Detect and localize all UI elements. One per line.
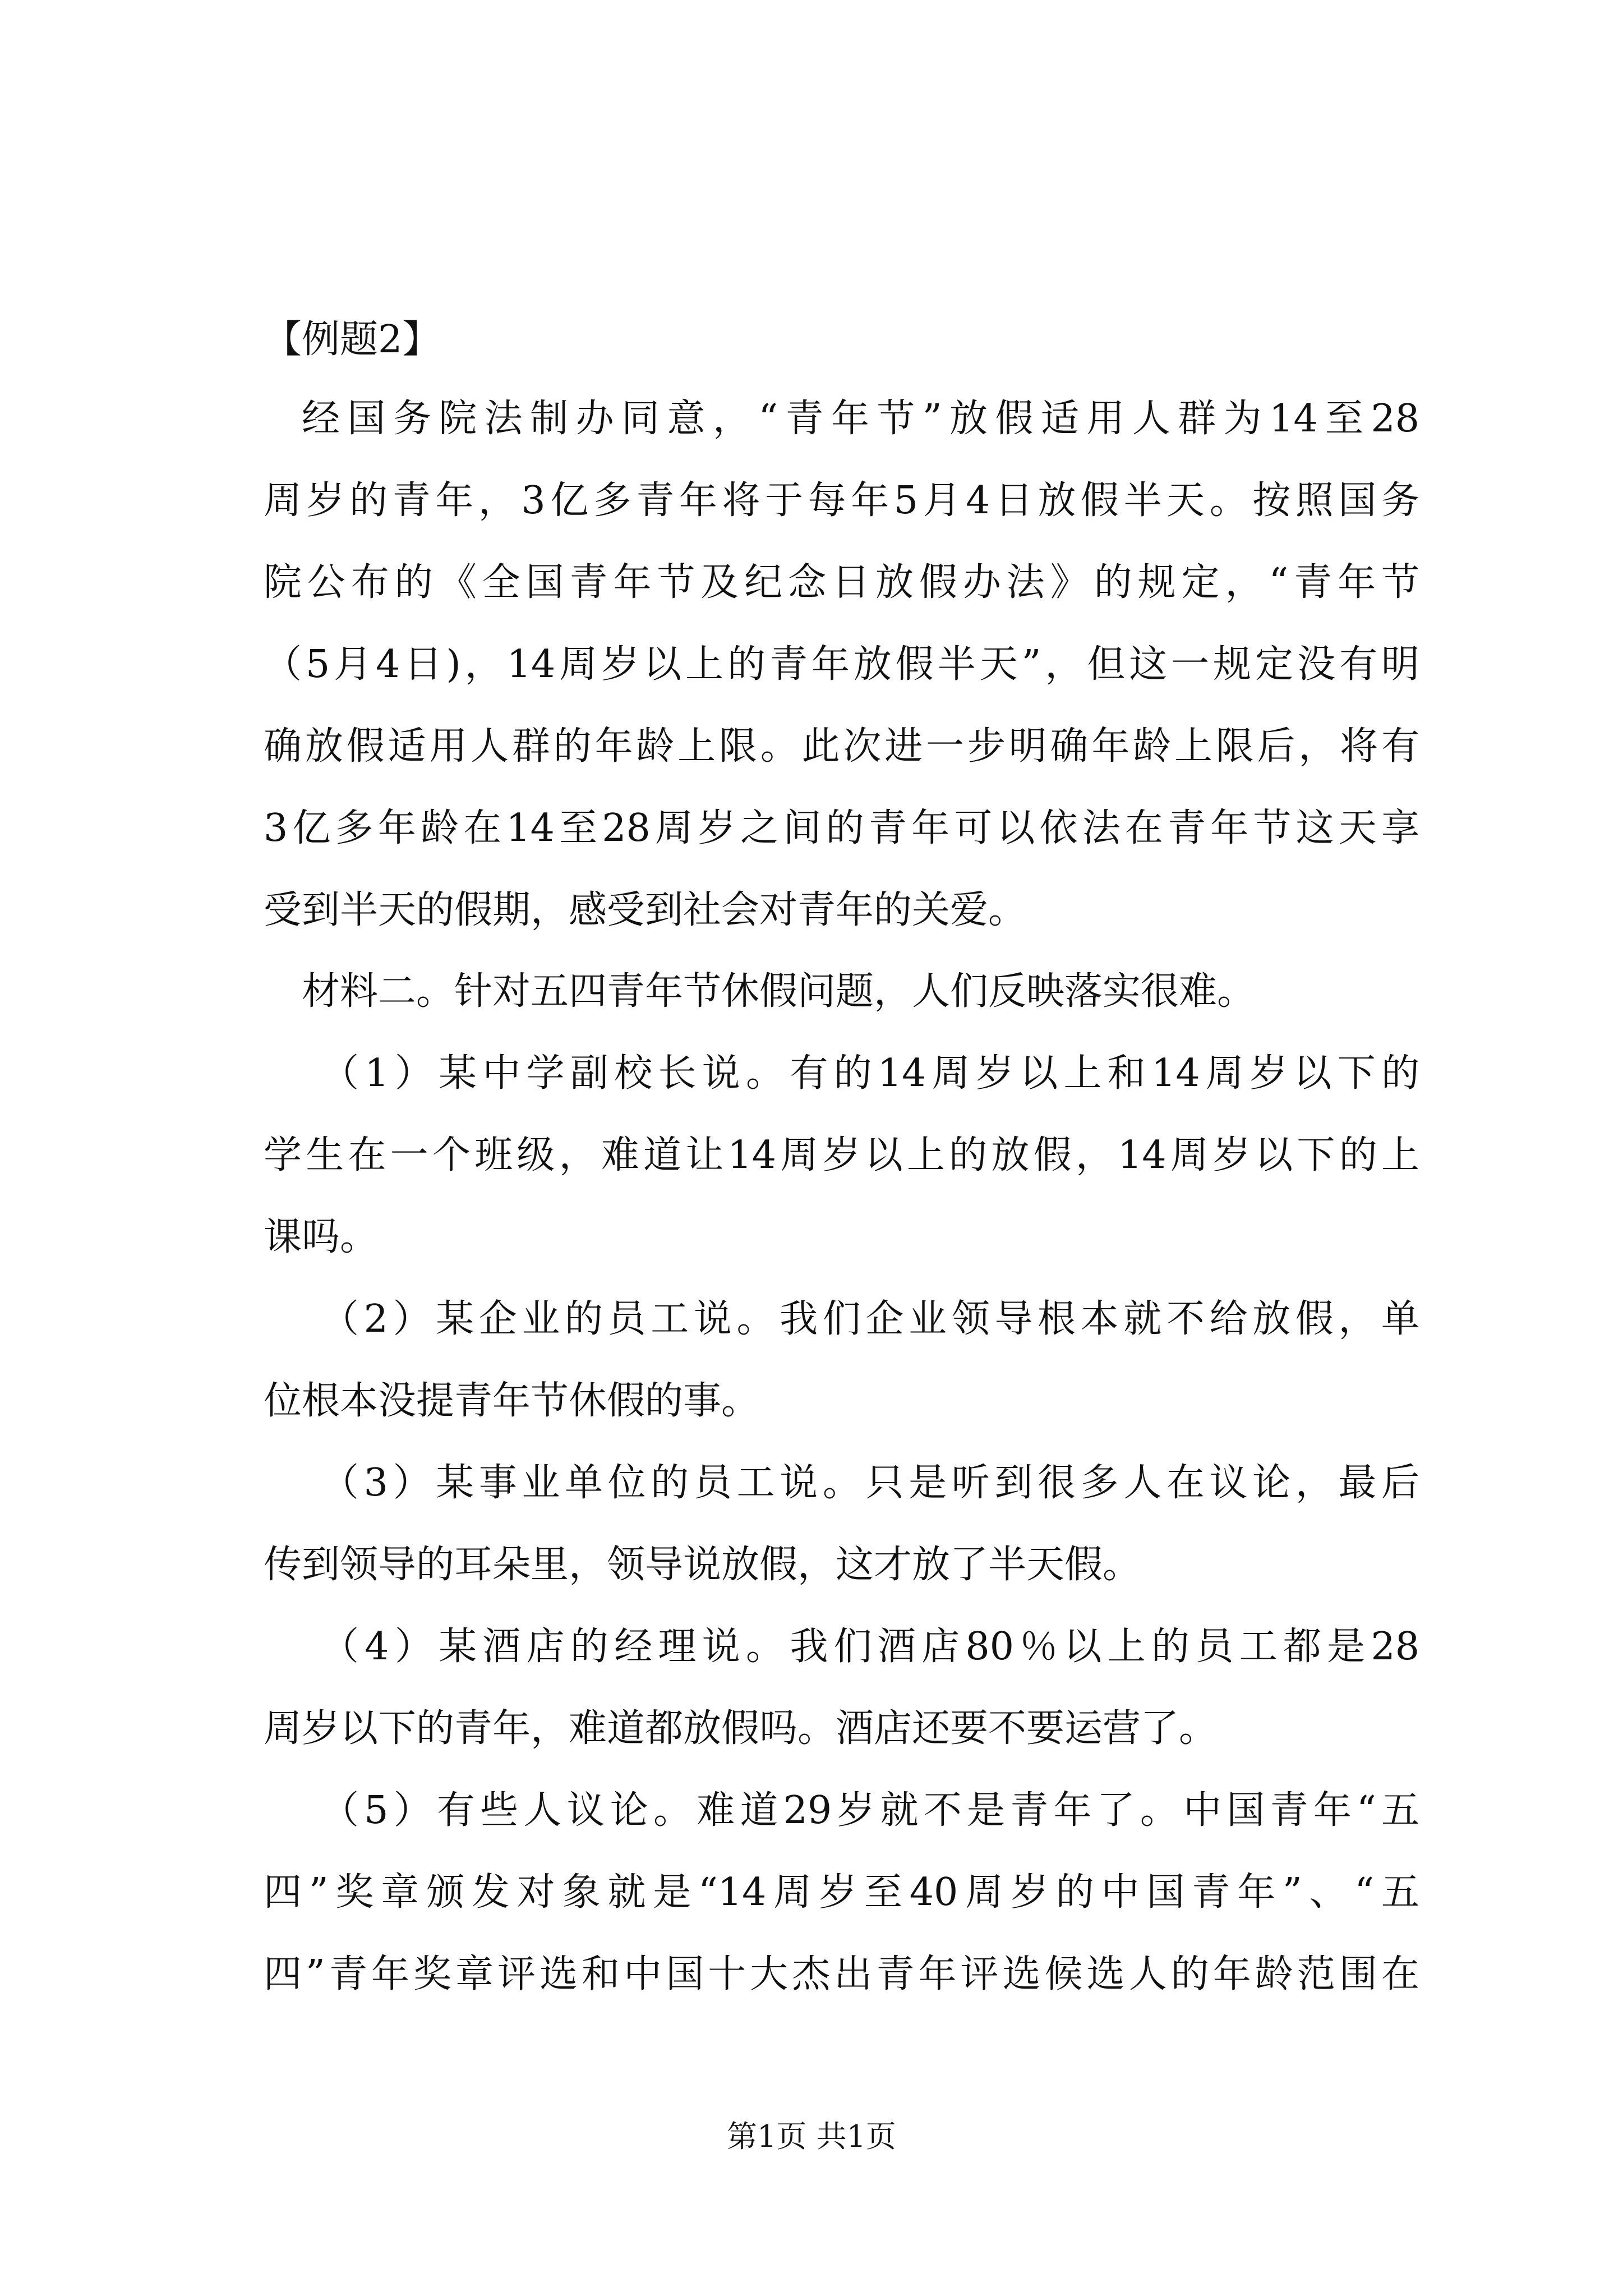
paragraph-4-line-2: 位根本没提青年节休假的事。 (264, 1379, 760, 1423)
paragraph-2-line-1: 材料二。针对五四青年节休假问题，人们反映落实很难。 (302, 969, 1256, 1014)
example-heading: 【例题2】 (264, 318, 441, 362)
paragraph-1-line-6: 3亿多年龄在14至28周岁之间的青年可以依法在青年节这天享 (264, 806, 1419, 850)
paragraph-3-line-2: 学生在一个班级，难道让14周岁以上的放假，14周岁以下的上 (264, 1133, 1419, 1177)
paragraph-7-line-3: 四”青年奖章评选和中国十大杰出青年评选候选人的年龄范围在 (264, 1952, 1419, 1996)
paragraph-7-line-2: 四”奖章颁发对象就是“14周岁至40周岁的中国青年”、“五 (264, 1870, 1419, 1915)
paragraph-3-line-3: 课吗。 (264, 1215, 379, 1259)
paragraph-5-line-2: 传到领导的耳朵里，领导说放假，这才放了半天假。 (264, 1543, 1141, 1587)
paragraph-1-line-2: 周岁的青年，3亿多青年将于每年5月4日放假半天。按照国务 (264, 478, 1419, 523)
page-footer (0, 2119, 1623, 2154)
paragraph-7-line-1: （5）有些人议论。难道29岁就不是青年了。中国青年“五 (321, 1788, 1419, 1833)
paragraph-3-line-1: （1）某中学副校长说。有的14周岁以上和14周岁以下的 (321, 1051, 1419, 1096)
paragraph-1-line-3: 院公布的《全国青年节及纪念日放假办法》的规定，“青年节 (264, 560, 1419, 605)
paragraph-1-line-5: 确放假适用人群的年龄上限。此次进一步明确年龄上限后，将有 (264, 724, 1419, 769)
page-number-label: 第1页 共1页 (727, 2119, 896, 2154)
paragraph-6-line-2: 周岁以下的青年，难道都放假吗。酒店还要不要运营了。 (264, 1706, 1218, 1751)
paragraph-4-line-1: （2）某企业的员工说。我们企业领导根本就不给放假，单 (321, 1297, 1419, 1341)
paragraph-5-line-1: （3）某事业单位的员工说。只是听到很多人在议论，最后 (321, 1461, 1419, 1505)
paragraph-1-line-7: 受到半天的假期，感受到社会对青年的关爱。 (264, 888, 1027, 932)
paragraph-1-line-4: （5月4日)，14周岁以上的青年放假半天”，但这一规定没有明 (264, 642, 1419, 687)
paragraph-1-line-1: 经国务院法制办同意，“青年节”放假适用人群为14至28 (302, 397, 1419, 441)
paragraph-6-line-1: （4）某酒店的经理说。我们酒店80％以上的员工都是28 (321, 1625, 1419, 1669)
